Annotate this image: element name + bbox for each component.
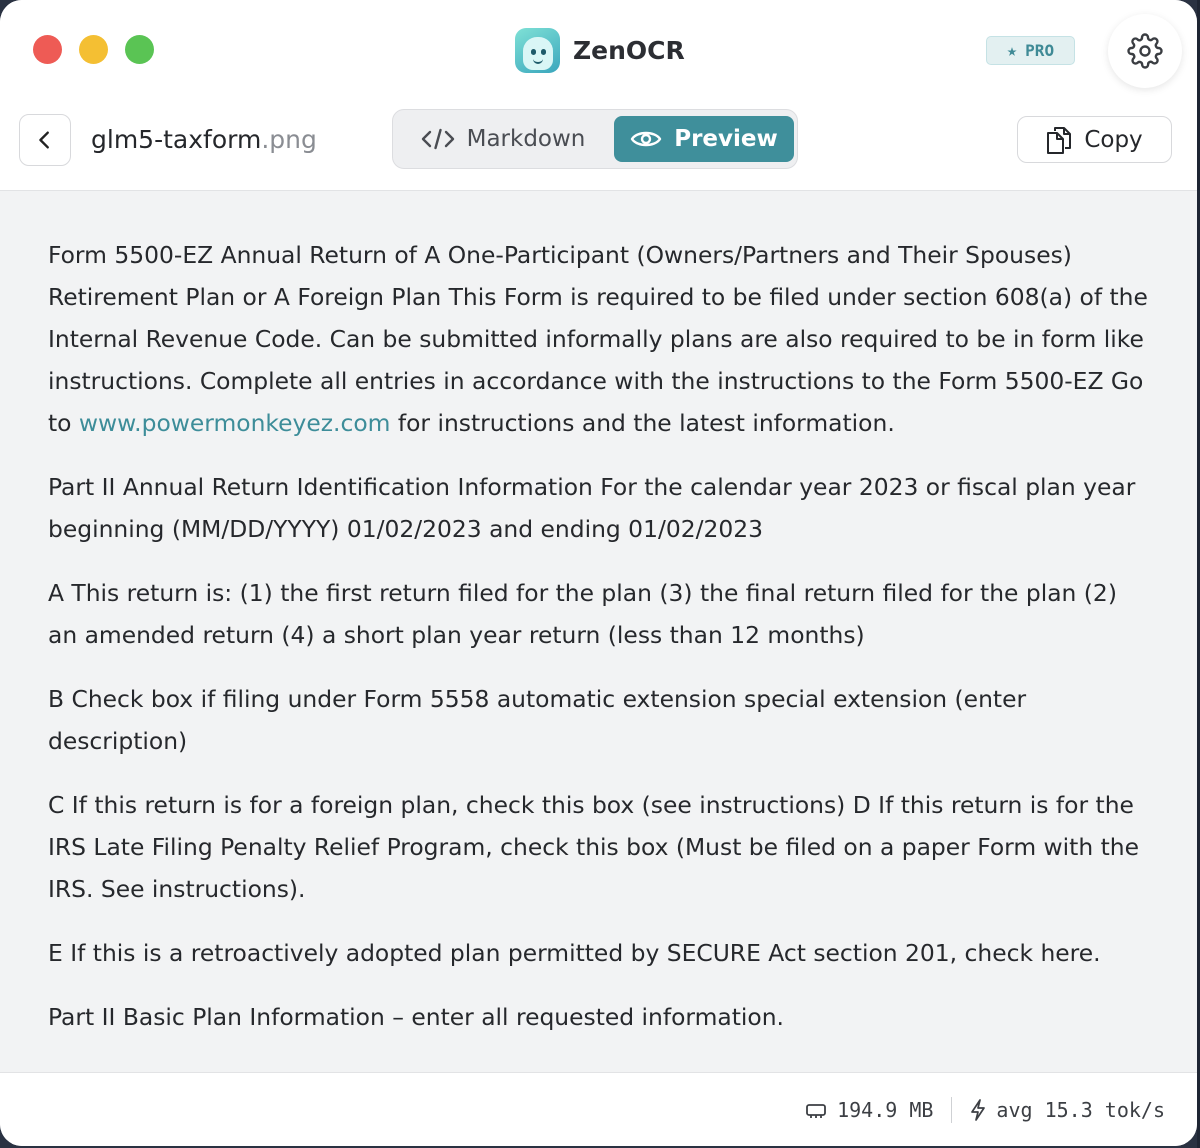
title-bar	[0, 0, 1197, 100]
memory-chip-icon	[805, 1101, 827, 1119]
preview-content	[48, 234, 1153, 1060]
toolbar	[0, 100, 1197, 191]
status-bar	[0, 1072, 1197, 1146]
pro-label: PRO	[1025, 41, 1055, 60]
lightning-icon	[970, 1099, 986, 1121]
gear-icon	[1127, 33, 1163, 69]
tab-markdown-label: Markdown	[466, 126, 586, 152]
file-extension: .png	[261, 125, 317, 154]
paragraph-basic-plan-info: Part II Basic Plan Information – enter all requested information.	[48, 1003, 784, 1031]
paragraph-foreign-plan: C If this return is for a foreign plan, check this box (see instructions) D If this return is for the IRS Late Filing Penalty Relief Program, check this box (Must be filed on a paper Form with the IRS. See instructions).	[48, 791, 1139, 903]
paragraph-secure-act: E If this is a retroactively adopted plan permitted by SECURE Act section 201, check here.	[48, 939, 1101, 967]
copy-label: Copy	[1084, 126, 1143, 153]
app-logo-icon	[515, 28, 560, 73]
minimize-window-button[interactable]	[79, 35, 108, 64]
back-button[interactable]	[19, 114, 71, 166]
file-name	[91, 125, 317, 154]
star-icon: ★	[1006, 40, 1018, 61]
file-base-name: glm5-taxform	[91, 125, 262, 154]
app-title: ZenOCR	[573, 35, 685, 65]
close-window-button[interactable]	[33, 35, 62, 64]
tab-preview-label: Preview	[674, 126, 778, 152]
copy-icon	[1046, 125, 1072, 155]
status-divider	[951, 1097, 952, 1123]
chevron-left-icon	[34, 129, 56, 151]
code-icon	[421, 128, 455, 150]
token-speed: avg 15.3 tok/s	[996, 1098, 1165, 1122]
paragraph-part-identification: Part II Annual Return Identification Information For the calendar year 2023 or fiscal plan year beginning (MM/DD/YYYY) 01/02/2023 and ending 01/02/2023	[48, 473, 1136, 543]
app-brand	[515, 27, 685, 73]
tab-markdown[interactable]	[403, 116, 603, 162]
memory-usage: 194.9 MB	[837, 1098, 934, 1122]
zoom-window-button[interactable]	[125, 35, 154, 64]
paragraph-return-type: A This return is: (1) the first return filed for the plan (3) the final return filed for the plan (2) an amended return (4) a short plan year return (less than 12 months)	[48, 579, 1117, 649]
paragraph-form-intro: Form 5500-EZ Annual Return of A One-Participant (Owners/Partners and Their Spouses) Retirement Plan or A Foreign Plan This Form is required to be filed under section 608(a) of the Internal Revenue Code. Can be submitted informally plans are also required to be in form like instructions. Complete all entries in accordance with the instructions to the Form 5500-EZ Go to www.powermonkeyez.com for instructions and the latest information.	[48, 241, 1148, 437]
eye-icon	[630, 128, 662, 150]
instructions-link[interactable]: www.powermonkeyez.com	[78, 409, 391, 437]
paragraph-extension: B Check box if filing under Form 5558 automatic extension special extension (enter description)	[48, 685, 1027, 755]
copy-button[interactable]	[1017, 116, 1172, 163]
settings-button[interactable]	[1108, 14, 1182, 88]
pro-badge[interactable]	[986, 36, 1075, 65]
view-mode-toggle	[392, 109, 798, 169]
tab-preview[interactable]	[614, 116, 794, 162]
